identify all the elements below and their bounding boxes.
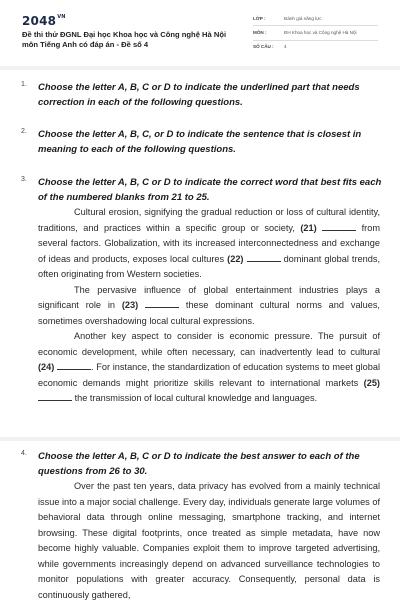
blank-number: (23)	[121, 300, 139, 310]
section-divider	[0, 66, 400, 70]
meta-separator	[253, 40, 378, 41]
blank-number: (24)	[38, 362, 55, 372]
meta-subject-value: ĐH Khoa học và Công nghệ Hà Nội	[284, 30, 357, 35]
blank-number: (22)	[227, 253, 244, 264]
answer-blank	[38, 393, 72, 401]
question-instruction: Choose the letter A, B, C or D to indicate the best answer to each of the questions from 26 to 30.	[38, 451, 360, 477]
passage-text: dominant global trends, often originating from Western societies.	[38, 253, 380, 279]
question-number: 1.	[21, 81, 27, 88]
passage-text: Cultural erosion, signifying the gradual reduction or loss of cultural identity, traditions, and practices within a specific group or society,	[38, 207, 380, 233]
passage-paragraph: Over the past ten years, data privacy has evolved from a mainly technical issue into a major social challenge. Every day, individuals generate large volumes of behavioral data through online messaging, smartphone tracking, and internet browsing. These digital footprints, once treated as simple metadata, have now become highly valuable. Companies exploit them to improve targeted advertising, while governments increasingly depend on advanced surveillance technologies to monitor populations with greater accuracy. Consequently, personal data is continuously gathered,	[38, 481, 380, 600]
meta-count-value: 4	[284, 44, 287, 49]
page-header	[0, 0, 400, 66]
meta-separator	[253, 25, 378, 26]
meta-subject-key: MÔN :	[253, 30, 267, 35]
question-instruction: Choose the letter A, B, C or D to indicate the correct word that best fits each of the numbered blanks from 21 to 25.	[38, 177, 382, 203]
question-instruction: Choose the letter A, B, C, or D to indicate the sentence that is closest in meaning to each of the following questions.	[38, 129, 362, 155]
question-number: 2.	[21, 128, 27, 135]
answer-blank	[57, 362, 91, 370]
meta-count-key: SỐ CÂU :	[253, 44, 274, 49]
logo-text: 2048	[22, 14, 57, 28]
passage-text: . For instance, the standardization of education systems to meet global economic demands might prioritize skills relevant to international markets	[38, 362, 380, 388]
passage-text: the transmission of local cultural knowledge and languages.	[74, 393, 318, 403]
question-instruction: Choose the letter A, B, C or D to indicate the underlined part that needs correction in each of the following questions.	[38, 82, 360, 108]
meta-class-key: LỚP :	[253, 16, 266, 21]
passage-text: Another key aspect to consider is economic pressure. The pursuit of economic development, while often necessary, can inadvertently lead to cultural	[38, 331, 380, 357]
reading-passage	[38, 205, 380, 407]
site-logo[interactable]	[22, 14, 66, 28]
meta-class-value: Đánh giá năng lực	[284, 16, 322, 21]
section-divider	[0, 437, 400, 441]
blank-number: (21)	[300, 222, 317, 233]
passage-paragraph	[38, 283, 380, 330]
answer-blank	[145, 300, 179, 308]
logo-suffix: VN	[57, 14, 66, 20]
answer-blank	[247, 254, 281, 262]
question-number: 4.	[21, 450, 27, 457]
passage-paragraph	[38, 329, 380, 407]
passage-paragraph	[38, 205, 380, 283]
blank-number: (25)	[363, 377, 380, 388]
passage-text: these dominant cultural norms and values, sometimes overshadowing local cultural expressions.	[38, 300, 380, 326]
answer-blank	[322, 223, 356, 231]
question-number: 3.	[21, 176, 27, 183]
reading-passage	[38, 479, 380, 600]
passage-text: from several factors. Globalization, with its increased interconnectedness and exchange of ideas and products, exposes local cultures	[38, 222, 380, 264]
exam-title: Đề thi thử ĐGNL Đại học Khoa học và Công nghệ Hà Nội môn Tiếng Anh có đáp án - Đề số 4	[22, 30, 227, 49]
passage-text: The pervasive influence of global entertainment industries plays a significant role in	[38, 284, 380, 310]
